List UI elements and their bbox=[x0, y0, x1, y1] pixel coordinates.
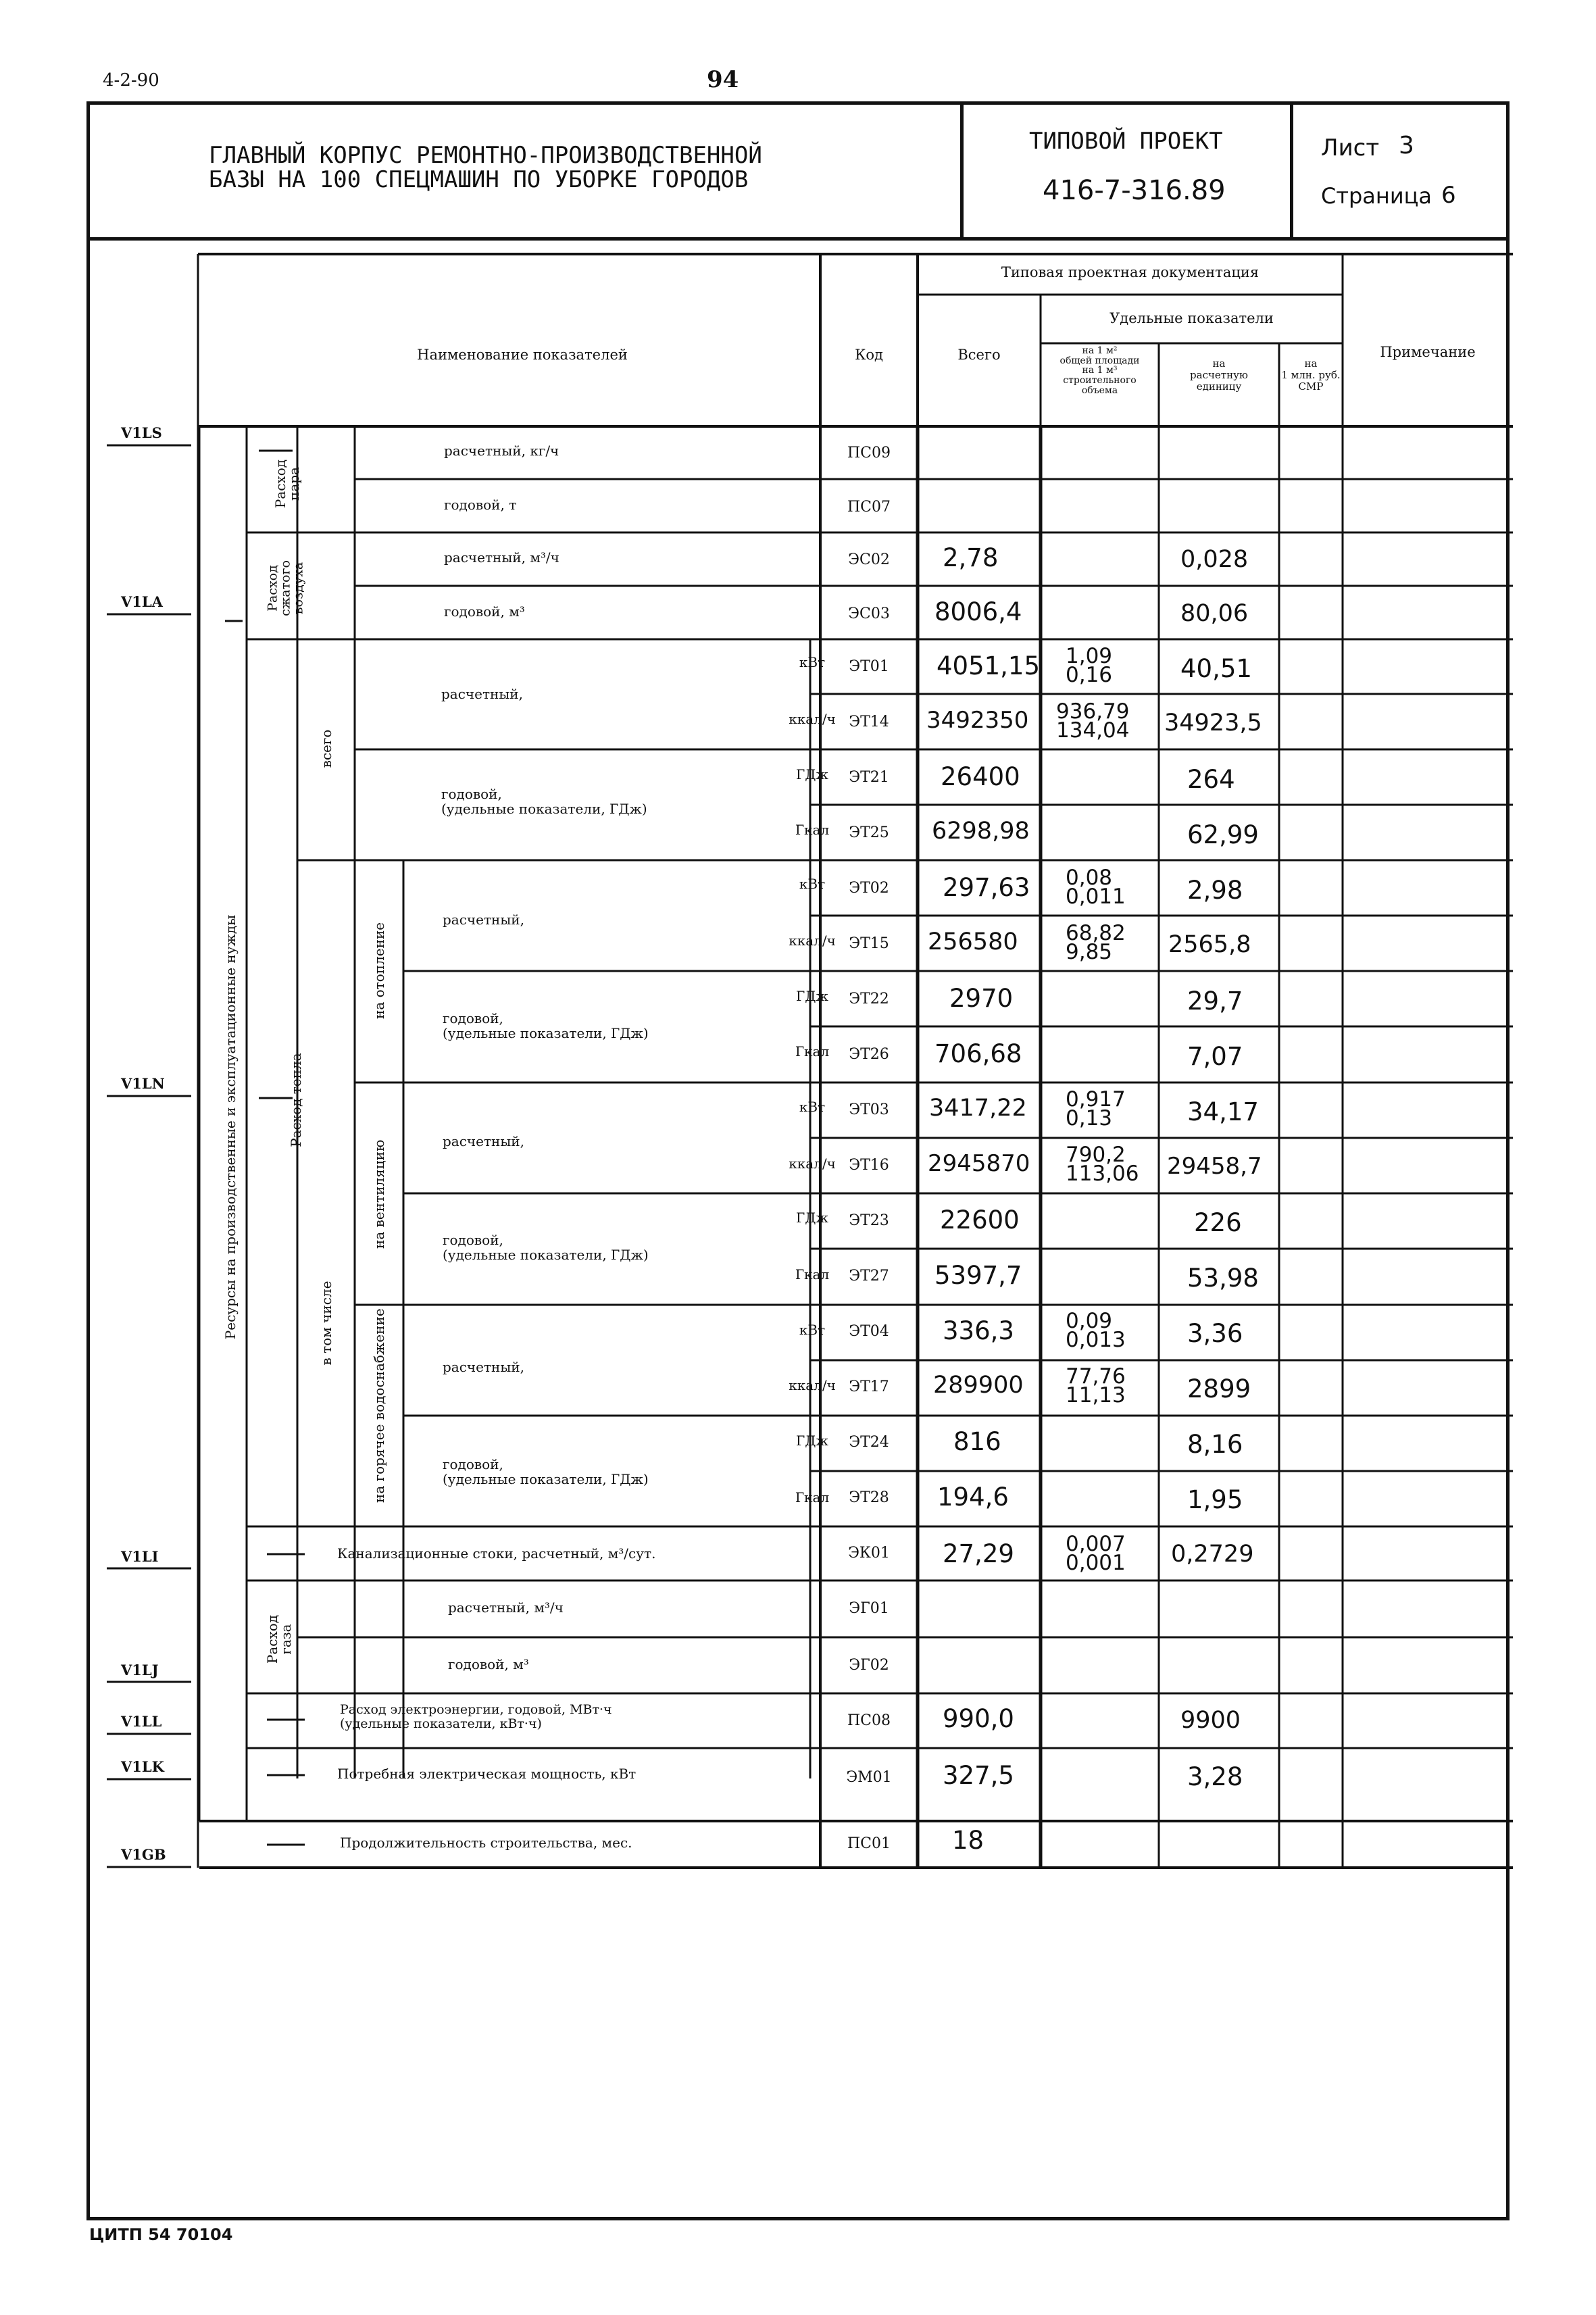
row-label: годовой, м³ bbox=[444, 603, 525, 620]
sheet-number: 3 bbox=[1399, 132, 1414, 159]
group-heat: Расход тепла bbox=[288, 1053, 304, 1147]
row-total: 8006,4 bbox=[934, 597, 1022, 626]
row-code: ЭС02 bbox=[848, 551, 890, 568]
row-per-area: 0,917 0,13 bbox=[1066, 1087, 1126, 1130]
page-number: 94 bbox=[707, 66, 739, 93]
footer-stamp: ЦИТП 54 70104 bbox=[89, 2225, 233, 2244]
row-code: ПС07 bbox=[847, 499, 891, 516]
row-label: Канализационные стоки, расчетный, м³/сут. bbox=[337, 1545, 656, 1562]
row-per-unit: 29,7 bbox=[1187, 987, 1243, 1016]
column-code-header: Код bbox=[855, 347, 883, 363]
row-total: 26400 bbox=[941, 762, 1020, 791]
document-title: ГЛАВНЫЙ КОРПУС РЕМОНТНО-ПРОИЗВОДСТВЕННОЙ БАЗЫ НА 100 СПЕЦМАШИН ПО УБОРКЕ ГОРОДОВ bbox=[209, 142, 762, 193]
row-per-area: 0,08 0,011 bbox=[1066, 866, 1126, 909]
row-per-area: 77,76 11,13 bbox=[1066, 1364, 1126, 1408]
column-group-specific: Удельные показатели bbox=[1109, 310, 1274, 326]
row-per-area: 0,09 0,013 bbox=[1066, 1309, 1126, 1352]
row-per-area: 68,82 9,85 bbox=[1066, 921, 1126, 964]
row-per-area: 1,09 0,16 bbox=[1066, 644, 1113, 687]
row-total: 4051,15 bbox=[937, 651, 1041, 680]
row-unit: ГДж bbox=[796, 1433, 828, 1449]
page-label: Страница bbox=[1321, 183, 1432, 209]
row-total: 327,5 bbox=[943, 1761, 1014, 1790]
row-unit: кВт bbox=[799, 1322, 826, 1338]
row-per-unit: 3,28 bbox=[1187, 1762, 1243, 1791]
row-per-unit: 2,98 bbox=[1187, 876, 1243, 905]
row-code: ЭТ24 bbox=[849, 1434, 889, 1451]
row-label: расчетный, м³/ч bbox=[444, 549, 559, 566]
column-per-million-header: на 1 млн. руб. СМР bbox=[1281, 357, 1341, 393]
row-code: ПС09 bbox=[847, 445, 891, 462]
row-unit: кВт bbox=[799, 654, 826, 670]
project-label: ТИПОВОЙ ПРОЕКТ bbox=[1029, 128, 1223, 155]
row-per-unit: 2899 bbox=[1187, 1374, 1251, 1403]
row-total: 18 bbox=[952, 1826, 984, 1855]
row-total: 22600 bbox=[940, 1205, 1020, 1235]
group-heat-total: всего bbox=[318, 729, 334, 768]
row-label: Расход электроэнергии, годовой, МВт·ч (удельные показатели, кВт·ч) bbox=[340, 1702, 612, 1732]
row-total: 706,68 bbox=[934, 1039, 1022, 1068]
group-steam: Расход пара bbox=[272, 459, 302, 509]
group-heating: на отопление bbox=[371, 922, 387, 1019]
marker-v1li: V1LI bbox=[121, 1548, 159, 1565]
row-code: ЭТ03 bbox=[849, 1101, 889, 1118]
row-total: 6298,98 bbox=[932, 818, 1030, 845]
row-total: 990,0 bbox=[943, 1704, 1014, 1733]
column-total-header: Всего bbox=[957, 347, 1001, 363]
row-per-unit: 80,06 bbox=[1180, 600, 1249, 627]
row-label: годовой, (удельные показатели, ГДж) bbox=[441, 786, 647, 818]
row-label: расчетный, bbox=[443, 1359, 524, 1375]
row-code: ЭС03 bbox=[848, 605, 890, 622]
group-hot-water: на горячее водоснабжение bbox=[371, 1308, 387, 1503]
row-code: ЭГ02 bbox=[849, 1657, 889, 1674]
row-code: ЭТ28 bbox=[849, 1489, 889, 1506]
row-per-unit: 34,17 bbox=[1187, 1097, 1259, 1126]
group-gas: Расход газа bbox=[264, 1614, 294, 1664]
column-name-header: Наименование показателей bbox=[417, 347, 628, 363]
row-code: ЭТ27 bbox=[849, 1268, 889, 1285]
row-label: Продолжительность строительства, мес. bbox=[340, 1835, 632, 1851]
row-per-unit: 2565,8 bbox=[1168, 931, 1251, 958]
column-per-area-header: на 1 м² общей площади на 1 м³ строительного объема bbox=[1059, 345, 1140, 396]
row-code: ЭТ15 bbox=[849, 935, 889, 952]
row-label: расчетный, bbox=[443, 1133, 524, 1149]
row-per-unit: 3,36 bbox=[1187, 1319, 1243, 1348]
row-unit: Гкал bbox=[795, 822, 830, 838]
row-unit: ккал/ч bbox=[789, 1155, 836, 1172]
row-code: ЭТ01 bbox=[849, 658, 889, 675]
row-label: годовой, (удельные показатели, ГДж) bbox=[443, 1010, 649, 1042]
row-code: ЭТ14 bbox=[849, 714, 889, 730]
row-total: 336,3 bbox=[943, 1316, 1014, 1345]
row-label: годовой, т bbox=[444, 497, 517, 513]
row-per-unit: 8,16 bbox=[1187, 1430, 1243, 1459]
group-compressed-air: Расход сжатого воздуха bbox=[265, 560, 306, 616]
title-block bbox=[86, 101, 1510, 241]
row-per-unit: 9900 bbox=[1180, 1707, 1241, 1734]
row-unit: Гкал bbox=[795, 1043, 830, 1060]
row-label: расчетный, bbox=[441, 686, 523, 702]
marker-v1ls: V1LS bbox=[121, 424, 162, 441]
row-code: ЭК01 bbox=[848, 1545, 890, 1562]
group-ventilation: на вентиляцию bbox=[371, 1139, 387, 1249]
row-unit: ГДж bbox=[796, 766, 828, 782]
row-unit: ГДж bbox=[796, 1210, 828, 1226]
row-code: ЭТ25 bbox=[849, 824, 889, 841]
column-group-documentation: Типовая проектная документация bbox=[1001, 264, 1260, 280]
row-label: расчетный, bbox=[443, 912, 524, 928]
row-unit: ккал/ч bbox=[789, 932, 836, 949]
row-per-unit: 53,98 bbox=[1187, 1264, 1259, 1293]
row-per-unit: 7,07 bbox=[1187, 1042, 1243, 1071]
row-per-area: 0,007 0,001 bbox=[1066, 1532, 1126, 1575]
row-code: ЭТ26 bbox=[849, 1046, 889, 1063]
row-total: 816 bbox=[953, 1427, 1001, 1456]
row-label: расчетный, м³/ч bbox=[448, 1599, 564, 1616]
marker-v1la: V1LA bbox=[121, 593, 163, 610]
row-code: ЭТ17 bbox=[849, 1378, 889, 1395]
row-per-area: 790,2 113,06 bbox=[1066, 1143, 1139, 1186]
row-unit: ГДж bbox=[796, 988, 828, 1004]
group-resources: Ресурсы на производственные и эксплуатационные нужды bbox=[222, 914, 239, 1340]
row-total: 2,78 bbox=[943, 543, 999, 572]
column-note-header: Примечание bbox=[1380, 344, 1476, 360]
marker-v1gb: V1GB bbox=[121, 1846, 166, 1863]
group-including: в том числе bbox=[318, 1280, 334, 1366]
row-total: 3492350 bbox=[926, 707, 1029, 734]
row-label: Потребная электрическая мощность, кВт bbox=[337, 1766, 637, 1782]
marker-v1ln: V1LN bbox=[121, 1075, 165, 1092]
row-total: 297,63 bbox=[943, 873, 1030, 902]
row-per-unit: 226 bbox=[1194, 1208, 1242, 1237]
row-total: 2945870 bbox=[928, 1150, 1030, 1177]
row-total: 289900 bbox=[933, 1372, 1024, 1399]
row-total: 27,29 bbox=[943, 1539, 1014, 1568]
marker-v1ll: V1LL bbox=[121, 1713, 162, 1730]
series-code: 4-2-90 bbox=[103, 70, 159, 91]
row-code: ЭТ16 bbox=[849, 1157, 889, 1174]
row-per-unit: 29458,7 bbox=[1167, 1153, 1262, 1180]
row-unit: кВт bbox=[799, 1099, 826, 1115]
row-per-unit: 0,2729 bbox=[1171, 1541, 1254, 1568]
row-code: ПС08 bbox=[847, 1712, 891, 1729]
row-per-unit: 264 bbox=[1187, 765, 1235, 794]
row-label: расчетный, кг/ч bbox=[444, 443, 559, 459]
row-code: ЭТ22 bbox=[849, 991, 889, 1007]
row-total: 256580 bbox=[928, 928, 1018, 955]
sheet-page-number: 6 bbox=[1441, 182, 1456, 209]
row-per-unit: 0,028 bbox=[1180, 546, 1249, 573]
row-unit: ккал/ч bbox=[789, 711, 836, 727]
row-code: ЭТ23 bbox=[849, 1212, 889, 1229]
row-code: ПС01 bbox=[847, 1835, 891, 1852]
row-total: 2970 bbox=[949, 984, 1014, 1013]
row-per-area: 936,79 134,04 bbox=[1056, 699, 1130, 743]
project-number: 416-7-316.89 bbox=[1043, 175, 1226, 206]
row-code: ЭГ01 bbox=[849, 1600, 889, 1617]
row-label: годовой, м³ bbox=[448, 1656, 529, 1672]
row-unit: Гкал bbox=[795, 1266, 830, 1283]
row-unit: кВт bbox=[799, 876, 826, 892]
row-label: годовой, (удельные показатели, ГДж) bbox=[443, 1456, 649, 1488]
row-per-unit: 34923,5 bbox=[1164, 710, 1262, 737]
row-total: 194,6 bbox=[937, 1483, 1009, 1512]
marker-v1lk: V1LK bbox=[121, 1758, 164, 1775]
row-per-unit: 62,99 bbox=[1187, 820, 1259, 849]
row-per-unit: 1,95 bbox=[1187, 1485, 1243, 1514]
marker-v1lj: V1LJ bbox=[121, 1662, 159, 1678]
indicators-table bbox=[86, 241, 1510, 2220]
column-per-unit-header: на расчетную единицу bbox=[1190, 357, 1248, 393]
row-code: ЭТ04 bbox=[849, 1323, 889, 1340]
row-unit: ккал/ч bbox=[789, 1377, 836, 1393]
sheet-label: Лист bbox=[1321, 134, 1380, 161]
row-code: ЭТ21 bbox=[849, 769, 889, 786]
row-code: ЭМ01 bbox=[846, 1769, 892, 1786]
row-per-unit: 40,51 bbox=[1180, 654, 1252, 683]
row-unit: Гкал bbox=[795, 1489, 830, 1505]
row-total: 3417,22 bbox=[929, 1095, 1027, 1122]
row-total: 5397,7 bbox=[934, 1261, 1022, 1290]
row-label: годовой, (удельные показатели, ГДж) bbox=[443, 1232, 649, 1264]
row-code: ЭТ02 bbox=[849, 880, 889, 897]
